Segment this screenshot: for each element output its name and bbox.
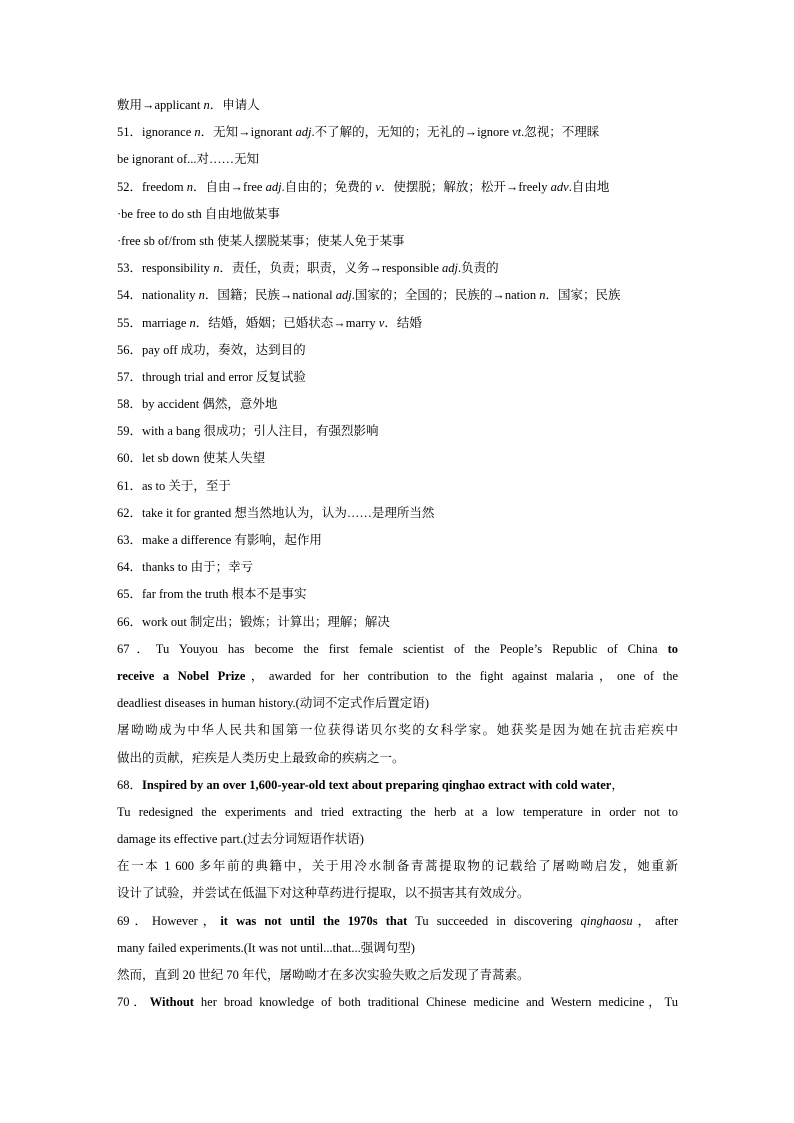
italic-text: adj — [442, 261, 458, 276]
text-segment: 55．marriage — [117, 315, 190, 330]
text-line — [117, 690, 678, 717]
text-line — [117, 255, 678, 282]
document-body — [117, 92, 678, 1016]
text-segment: 59．with a bang 很成功；引人注目，有强烈影响 — [117, 424, 379, 439]
text-segment: 63．make a difference 有影响，起作用 — [117, 533, 322, 547]
text-segment: .自由的；免费的 — [281, 179, 376, 194]
text-line — [117, 364, 678, 391]
text-segment: Tu succeeded in discovering — [407, 913, 581, 928]
italic-text: n — [539, 288, 546, 303]
text-segment: 52．freedom — [117, 179, 187, 194]
text-line — [117, 310, 678, 337]
text-line — [117, 337, 678, 364]
text-segment: damage its effective part.(过去分词短语作状语) — [117, 832, 364, 847]
italic-text: n — [198, 288, 205, 303]
text-segment: 敷用→applicant — [117, 98, 204, 112]
text-line — [117, 663, 678, 690]
text-segment: ， — [611, 777, 624, 792]
text-segment: .忽视；不理睬 — [521, 125, 600, 140]
text-segment: 53．responsibility — [117, 261, 214, 276]
text-segment: 57．through trial and error 反复试验 — [117, 369, 306, 384]
italic-text: adj — [295, 125, 312, 140]
text-line — [117, 92, 678, 119]
text-line — [117, 473, 678, 500]
text-line — [117, 391, 678, 418]
text-line — [117, 119, 678, 146]
italic-text: n — [186, 179, 194, 194]
text-segment: ．国家；民族 — [545, 288, 621, 303]
text-line — [117, 146, 678, 173]
bold-text: to — [667, 641, 678, 656]
italic-text: adj — [265, 179, 282, 194]
text-line — [117, 962, 678, 989]
text-line — [117, 445, 678, 472]
text-segment: 做出的贡献，疟疾是人类历史上最致命的疾病之一。 — [117, 750, 405, 765]
text-segment: 58．by accident 偶然，意外地 — [117, 397, 278, 412]
text-segment: ·free sb of/from sth 使某人摆脱某事；使某人免于某事 — [117, 233, 405, 248]
text-segment: 然而，直到 20 世纪 70 年代，屠呦呦才在多次实验失败之后发现了青蒿素。 — [117, 968, 530, 982]
text-line — [117, 989, 678, 1016]
text-segment: ，after — [632, 913, 678, 928]
text-line — [117, 826, 678, 853]
italic-text: n — [194, 125, 201, 140]
text-segment: ．责任，负责；职责，义务→responsible — [219, 261, 442, 276]
text-segment: 64．thanks to 由于；幸亏 — [117, 560, 254, 575]
text-segment: 54．nationality — [117, 288, 199, 303]
bold-text: Inspired by an over 1,600-year-old text about preparing qinghao extract with cold water — [142, 777, 612, 792]
text-segment: .自由地 — [568, 179, 610, 194]
text-line — [117, 228, 678, 255]
text-segment: ．结婚，婚姻；已婚状态→marry — [195, 315, 379, 330]
text-line — [117, 500, 678, 527]
text-line — [117, 581, 678, 608]
text-segment: 62．take it for granted 想当然地认为，认为……是理所当然 — [117, 505, 435, 520]
text-line — [117, 418, 678, 445]
text-segment: 65．far from the truth 根本不是事实 — [117, 587, 307, 602]
bold-text: Without — [149, 995, 194, 1010]
text-segment: ．无知→ignorant — [200, 125, 296, 140]
text-segment: ．结婚 — [384, 315, 422, 330]
text-line — [117, 201, 678, 228]
text-line — [117, 717, 678, 744]
text-segment: many failed experiments.(It was not until...that...强调句型) — [117, 940, 415, 955]
text-line — [117, 745, 678, 772]
text-line — [117, 174, 678, 201]
text-segment: .国家的；全国的；民族的→nation — [351, 288, 540, 303]
text-segment: ．国籍；民族→national — [204, 288, 336, 303]
text-segment: ．申请人 — [209, 98, 260, 112]
text-segment: .负责的 — [457, 261, 499, 276]
italic-text: adj — [335, 288, 352, 303]
text-line — [117, 880, 678, 907]
italic-text: n — [189, 315, 196, 330]
text-segment: .不了解的，无知的；无礼的→ignore — [311, 125, 513, 140]
text-segment: 56．pay off 成功，奏效，达到目的 — [117, 342, 306, 357]
italic-text: vt — [512, 125, 522, 140]
text-segment: deadliest diseases in human history.(动词不定式作后置定语) — [117, 696, 429, 711]
bold-text: receive a Nobel Prize — [117, 668, 246, 683]
italic-text: v — [375, 179, 381, 194]
text-line — [117, 908, 678, 935]
text-segment: ·be free to do sth 自由地做某事 — [117, 206, 280, 221]
text-segment: 69．However， — [117, 913, 221, 928]
text-segment: 67．Tu Youyou has become the first female scientist of the People’s Republic of China — [117, 641, 668, 656]
text-segment: 51．ignorance — [117, 125, 195, 140]
italic-text: v — [378, 315, 385, 330]
text-segment: 61．as to 关于，至于 — [117, 478, 231, 493]
text-segment: 60．let sb down 使某人失望 — [117, 451, 266, 466]
text-segment: 68． — [117, 777, 143, 792]
text-segment: 设计了试验，并尝试在低温下对这种草药进行提取，以不损害其有效成分。 — [117, 886, 530, 901]
italic-text: n — [203, 98, 210, 112]
text-line — [117, 772, 678, 799]
text-line — [117, 799, 678, 826]
italic-text: adv — [550, 179, 569, 194]
text-line — [117, 935, 678, 962]
text-segment: her broad knowledge of both traditional Chinese medicine and Western medicine，Tu — [193, 995, 678, 1010]
bold-text: it was not until the 1970s that — [220, 913, 408, 928]
text-line — [117, 282, 678, 309]
text-segment: ．自由→free — [193, 179, 266, 194]
text-line — [117, 609, 678, 636]
text-segment: 66．work out 制定出；锻炼；计算出；理解；解决 — [117, 614, 390, 629]
text-segment: 70． — [117, 995, 150, 1010]
italic-text: n — [213, 261, 220, 276]
text-line — [117, 853, 678, 880]
text-segment: be ignorant of...对……无知 — [117, 152, 259, 167]
text-segment: ，awarded for her contribution to the fight against malaria，one of the — [245, 668, 678, 683]
text-segment: Tu redesigned the experiments and tried extracting the herb at a low temperature in order not to — [117, 804, 678, 819]
text-segment: 在一本 1 600 多年前的典籍中，关于用冷水制备青蒿提取物的记载给了屠呦呦启发，她重新 — [117, 859, 678, 874]
text-segment: 屠呦呦成为中华人民共和国第一位获得诺贝尔奖的女科学家。她获奖是因为她在抗击疟疾中 — [117, 723, 678, 738]
text-line — [117, 527, 678, 554]
text-segment: ．使摆脱；解放；松开→freely — [380, 179, 551, 194]
text-line — [117, 636, 678, 663]
italic-text: qinghaosu — [580, 913, 633, 928]
text-line — [117, 554, 678, 581]
